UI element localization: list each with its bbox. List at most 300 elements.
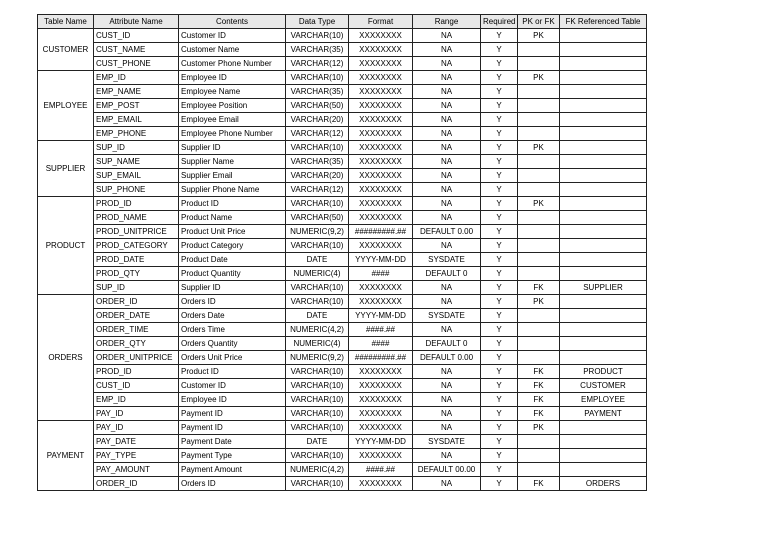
required-cell: Y [481, 337, 518, 351]
range-cell: NA [413, 29, 481, 43]
fk-referenced-table-cell [560, 351, 647, 365]
pk-or-fk-cell [518, 169, 560, 183]
contents-cell: Employee Phone Number [179, 127, 286, 141]
range-cell: NA [413, 449, 481, 463]
attribute-name-cell: PAY_AMOUNT [94, 463, 179, 477]
fk-referenced-table-cell: CUSTOMER [560, 379, 647, 393]
range-cell: NA [413, 421, 481, 435]
pk-or-fk-cell: FK [518, 281, 560, 295]
format-cell: #### [349, 337, 413, 351]
data-type-cell: VARCHAR(35) [286, 43, 349, 57]
data-type-cell: VARCHAR(12) [286, 127, 349, 141]
range-cell: NA [413, 477, 481, 491]
contents-cell: Orders ID [179, 295, 286, 309]
fk-referenced-table-cell [560, 309, 647, 323]
range-cell: NA [413, 323, 481, 337]
fk-referenced-table-cell: ORDERS [560, 477, 647, 491]
table-row [38, 295, 647, 309]
format-cell: XXXXXXXX [349, 141, 413, 155]
range-cell: NA [413, 169, 481, 183]
contents-cell: Orders Quantity [179, 337, 286, 351]
table-name-cell: PAYMENT [38, 421, 94, 491]
required-cell: Y [481, 379, 518, 393]
contents-cell: Supplier ID [179, 141, 286, 155]
data-type-cell: VARCHAR(10) [286, 393, 349, 407]
data-type-cell: VARCHAR(10) [286, 449, 349, 463]
contents-cell: Product Category [179, 239, 286, 253]
table-row [38, 477, 647, 491]
required-cell: Y [481, 155, 518, 169]
contents-cell: Orders ID [179, 477, 286, 491]
attribute-name-cell: PROD_NAME [94, 211, 179, 225]
data-type-cell: VARCHAR(10) [286, 295, 349, 309]
pk-or-fk-cell: PK [518, 71, 560, 85]
attribute-name-cell: PROD_ID [94, 197, 179, 211]
data-type-cell: VARCHAR(10) [286, 477, 349, 491]
contents-cell: Supplier Name [179, 155, 286, 169]
fk-referenced-table-cell [560, 57, 647, 71]
fk-referenced-table-cell: PRODUCT [560, 365, 647, 379]
range-cell: NA [413, 281, 481, 295]
pk-or-fk-cell: FK [518, 477, 560, 491]
table-name-cell: ORDERS [38, 295, 94, 421]
format-cell: XXXXXXXX [349, 211, 413, 225]
required-cell: Y [481, 309, 518, 323]
format-cell: XXXXXXXX [349, 71, 413, 85]
table-row [38, 99, 647, 113]
table-row [38, 253, 647, 267]
fk-referenced-table-cell [560, 421, 647, 435]
contents-cell: Supplier Phone Name [179, 183, 286, 197]
required-cell: Y [481, 267, 518, 281]
fk-referenced-table-cell [560, 183, 647, 197]
data-type-cell: VARCHAR(10) [286, 421, 349, 435]
pk-or-fk-cell [518, 85, 560, 99]
contents-cell: Customer ID [179, 379, 286, 393]
contents-cell: Customer Name [179, 43, 286, 57]
attribute-name-cell: SUP_NAME [94, 155, 179, 169]
format-cell: XXXXXXXX [349, 99, 413, 113]
required-cell: Y [481, 85, 518, 99]
format-cell: #########.## [349, 225, 413, 239]
range-cell: NA [413, 379, 481, 393]
required-cell: Y [481, 43, 518, 57]
data-type-cell: VARCHAR(12) [286, 183, 349, 197]
range-cell: SYSDATE [413, 435, 481, 449]
pk-or-fk-cell [518, 57, 560, 71]
contents-cell: Payment Amount [179, 463, 286, 477]
required-cell: Y [481, 393, 518, 407]
table-header [38, 15, 647, 29]
pk-or-fk-cell [518, 239, 560, 253]
required-cell: Y [481, 127, 518, 141]
pk-or-fk-cell [518, 323, 560, 337]
header-pk-or-fk: PK or FK [518, 15, 560, 29]
required-cell: Y [481, 295, 518, 309]
attribute-name-cell: EMP_EMAIL [94, 113, 179, 127]
required-cell: Y [481, 421, 518, 435]
format-cell: XXXXXXXX [349, 365, 413, 379]
fk-referenced-table-cell [560, 267, 647, 281]
data-type-cell: NUMERIC(9,2) [286, 351, 349, 365]
fk-referenced-table-cell [560, 463, 647, 477]
attribute-name-cell: PROD_ID [94, 365, 179, 379]
format-cell: XXXXXXXX [349, 295, 413, 309]
data-type-cell: VARCHAR(10) [286, 379, 349, 393]
header-format: Format [349, 15, 413, 29]
data-type-cell: VARCHAR(10) [286, 141, 349, 155]
data-type-cell: VARCHAR(12) [286, 57, 349, 71]
format-cell: XXXXXXXX [349, 155, 413, 169]
fk-referenced-table-cell [560, 85, 647, 99]
format-cell: XXXXXXXX [349, 239, 413, 253]
header-required: Required [481, 15, 518, 29]
contents-cell: Employee Email [179, 113, 286, 127]
pk-or-fk-cell: PK [518, 141, 560, 155]
data-type-cell: NUMERIC(4,2) [286, 463, 349, 477]
attribute-name-cell: PAY_DATE [94, 435, 179, 449]
table-row [38, 267, 647, 281]
table-row [38, 365, 647, 379]
required-cell: Y [481, 99, 518, 113]
fk-referenced-table-cell [560, 169, 647, 183]
pk-or-fk-cell [518, 225, 560, 239]
format-cell: XXXXXXXX [349, 407, 413, 421]
data-type-cell: NUMERIC(4) [286, 267, 349, 281]
table-row [38, 421, 647, 435]
attribute-name-cell: PROD_UNITPRICE [94, 225, 179, 239]
range-cell: NA [413, 127, 481, 141]
range-cell: NA [413, 407, 481, 421]
fk-referenced-table-cell [560, 113, 647, 127]
data-type-cell: DATE [286, 253, 349, 267]
data-type-cell: VARCHAR(50) [286, 99, 349, 113]
range-cell: NA [413, 141, 481, 155]
required-cell: Y [481, 323, 518, 337]
contents-cell: Orders Date [179, 309, 286, 323]
data-type-cell: VARCHAR(50) [286, 211, 349, 225]
required-cell: Y [481, 29, 518, 43]
fk-referenced-table-cell [560, 435, 647, 449]
fk-referenced-table-cell [560, 197, 647, 211]
pk-or-fk-cell [518, 43, 560, 57]
attribute-name-cell: PAY_TYPE [94, 449, 179, 463]
format-cell: XXXXXXXX [349, 29, 413, 43]
table-row [38, 407, 647, 421]
format-cell: XXXXXXXX [349, 183, 413, 197]
range-cell: NA [413, 197, 481, 211]
required-cell: Y [481, 169, 518, 183]
fk-referenced-table-cell: EMPLOYEE [560, 393, 647, 407]
data-dictionary-table [37, 14, 647, 491]
contents-cell: Orders Unit Price [179, 351, 286, 365]
required-cell: Y [481, 141, 518, 155]
table-row [38, 225, 647, 239]
contents-cell: Product Date [179, 253, 286, 267]
attribute-name-cell: ORDER_ID [94, 295, 179, 309]
required-cell: Y [481, 463, 518, 477]
header-attribute-name: Attribute Name [94, 15, 179, 29]
range-cell: NA [413, 239, 481, 253]
range-cell: NA [413, 183, 481, 197]
table-name-cell: EMPLOYEE [38, 71, 94, 141]
attribute-name-cell: CUST_ID [94, 379, 179, 393]
format-cell: #########.## [349, 351, 413, 365]
fk-referenced-table-cell [560, 43, 647, 57]
contents-cell: Customer ID [179, 29, 286, 43]
range-cell: SYSDATE [413, 309, 481, 323]
table-name-cell: PRODUCT [38, 197, 94, 295]
format-cell: XXXXXXXX [349, 43, 413, 57]
attribute-name-cell: SUP_EMAIL [94, 169, 179, 183]
pk-or-fk-cell [518, 253, 560, 267]
attribute-name-cell: ORDER_ID [94, 477, 179, 491]
header-data-type: Data Type [286, 15, 349, 29]
data-type-cell: NUMERIC(4) [286, 337, 349, 351]
pk-or-fk-cell: PK [518, 421, 560, 435]
pk-or-fk-cell: FK [518, 407, 560, 421]
table-row [38, 141, 647, 155]
attribute-name-cell: ORDER_TIME [94, 323, 179, 337]
pk-or-fk-cell [518, 309, 560, 323]
format-cell: YYYY-MM-DD [349, 309, 413, 323]
range-cell: NA [413, 295, 481, 309]
pk-or-fk-cell: FK [518, 393, 560, 407]
attribute-name-cell: EMP_ID [94, 71, 179, 85]
fk-referenced-table-cell [560, 295, 647, 309]
table-row [38, 197, 647, 211]
required-cell: Y [481, 183, 518, 197]
required-cell: Y [481, 449, 518, 463]
attribute-name-cell: CUST_NAME [94, 43, 179, 57]
attribute-name-cell: EMP_ID [94, 393, 179, 407]
table-body [38, 29, 647, 491]
table-row [38, 155, 647, 169]
data-type-cell: VARCHAR(10) [286, 407, 349, 421]
data-type-cell: NUMERIC(9,2) [286, 225, 349, 239]
required-cell: Y [481, 197, 518, 211]
pk-or-fk-cell [518, 267, 560, 281]
format-cell: XXXXXXXX [349, 197, 413, 211]
range-cell: NA [413, 57, 481, 71]
data-type-cell: DATE [286, 309, 349, 323]
table-row [38, 323, 647, 337]
required-cell: Y [481, 281, 518, 295]
header-fk-referenced-table: FK Referenced Table [560, 15, 647, 29]
contents-cell: Employee ID [179, 393, 286, 407]
required-cell: Y [481, 211, 518, 225]
range-cell: NA [413, 113, 481, 127]
pk-or-fk-cell [518, 211, 560, 225]
fk-referenced-table-cell [560, 141, 647, 155]
data-type-cell: VARCHAR(20) [286, 169, 349, 183]
format-cell: YYYY-MM-DD [349, 435, 413, 449]
pk-or-fk-cell [518, 351, 560, 365]
required-cell: Y [481, 253, 518, 267]
table-row [38, 281, 647, 295]
required-cell: Y [481, 477, 518, 491]
table-row [38, 183, 647, 197]
fk-referenced-table-cell [560, 253, 647, 267]
contents-cell: Product Name [179, 211, 286, 225]
contents-cell: Payment Date [179, 435, 286, 449]
range-cell: NA [413, 155, 481, 169]
contents-cell: Product ID [179, 365, 286, 379]
format-cell: ####.## [349, 463, 413, 477]
pk-or-fk-cell: PK [518, 295, 560, 309]
table-name-cell: CUSTOMER [38, 29, 94, 71]
contents-cell: Product ID [179, 197, 286, 211]
required-cell: Y [481, 365, 518, 379]
range-cell: SYSDATE [413, 253, 481, 267]
required-cell: Y [481, 57, 518, 71]
header-table-name: Table Name [38, 15, 94, 29]
table-row [38, 85, 647, 99]
table-row [38, 57, 647, 71]
fk-referenced-table-cell: SUPPLIER [560, 281, 647, 295]
contents-cell: Employee Name [179, 85, 286, 99]
table-row [38, 71, 647, 85]
contents-cell: Customer Phone Number [179, 57, 286, 71]
required-cell: Y [481, 435, 518, 449]
fk-referenced-table-cell [560, 211, 647, 225]
required-cell: Y [481, 351, 518, 365]
range-cell: DEFAULT 0 [413, 267, 481, 281]
data-type-cell: VARCHAR(10) [286, 71, 349, 85]
range-cell: NA [413, 211, 481, 225]
pk-or-fk-cell [518, 155, 560, 169]
format-cell: XXXXXXXX [349, 85, 413, 99]
table-row [38, 113, 647, 127]
range-cell: DEFAULT 0 [413, 337, 481, 351]
fk-referenced-table-cell [560, 323, 647, 337]
range-cell: NA [413, 365, 481, 379]
attribute-name-cell: SUP_ID [94, 141, 179, 155]
format-cell: #### [349, 267, 413, 281]
data-type-cell: VARCHAR(35) [286, 85, 349, 99]
contents-cell: Orders Time [179, 323, 286, 337]
range-cell: NA [413, 85, 481, 99]
format-cell: XXXXXXXX [349, 393, 413, 407]
format-cell: XXXXXXXX [349, 281, 413, 295]
format-cell: XXXXXXXX [349, 57, 413, 71]
attribute-name-cell: PROD_DATE [94, 253, 179, 267]
fk-referenced-table-cell: PAYMENT [560, 407, 647, 421]
format-cell: XXXXXXXX [349, 113, 413, 127]
data-type-cell: VARCHAR(20) [286, 113, 349, 127]
attribute-name-cell: ORDER_DATE [94, 309, 179, 323]
fk-referenced-table-cell [560, 225, 647, 239]
format-cell: XXXXXXXX [349, 449, 413, 463]
data-type-cell: VARCHAR(35) [286, 155, 349, 169]
data-type-cell: NUMERIC(4,2) [286, 323, 349, 337]
contents-cell: Supplier Email [179, 169, 286, 183]
contents-cell: Payment Type [179, 449, 286, 463]
table-row [38, 239, 647, 253]
pk-or-fk-cell [518, 127, 560, 141]
attribute-name-cell: ORDER_QTY [94, 337, 179, 351]
table-row [38, 379, 647, 393]
required-cell: Y [481, 239, 518, 253]
table-row [38, 463, 647, 477]
fk-referenced-table-cell [560, 239, 647, 253]
pk-or-fk-cell [518, 449, 560, 463]
fk-referenced-table-cell [560, 337, 647, 351]
format-cell: XXXXXXXX [349, 421, 413, 435]
attribute-name-cell: CUST_ID [94, 29, 179, 43]
format-cell: XXXXXXXX [349, 169, 413, 183]
attribute-name-cell: SUP_PHONE [94, 183, 179, 197]
attribute-name-cell: EMP_POST [94, 99, 179, 113]
format-cell: XXXXXXXX [349, 379, 413, 393]
pk-or-fk-cell [518, 113, 560, 127]
contents-cell: Employee Position [179, 99, 286, 113]
range-cell: DEFAULT 0.00 [413, 351, 481, 365]
table-row [38, 127, 647, 141]
header-contents: Contents [179, 15, 286, 29]
range-cell: NA [413, 71, 481, 85]
attribute-name-cell: SUP_ID [94, 281, 179, 295]
data-type-cell: VARCHAR(10) [286, 197, 349, 211]
table-row [38, 393, 647, 407]
fk-referenced-table-cell [560, 99, 647, 113]
table-row [38, 309, 647, 323]
attribute-name-cell: PAY_ID [94, 407, 179, 421]
format-cell: XXXXXXXX [349, 127, 413, 141]
pk-or-fk-cell [518, 435, 560, 449]
data-type-cell: VARCHAR(10) [286, 281, 349, 295]
required-cell: Y [481, 225, 518, 239]
contents-cell: Product Unit Price [179, 225, 286, 239]
format-cell: YYYY-MM-DD [349, 253, 413, 267]
fk-referenced-table-cell [560, 449, 647, 463]
attribute-name-cell: CUST_PHONE [94, 57, 179, 71]
pk-or-fk-cell [518, 183, 560, 197]
pk-or-fk-cell [518, 463, 560, 477]
table-row [38, 449, 647, 463]
table-row [38, 351, 647, 365]
pk-or-fk-cell: FK [518, 365, 560, 379]
attribute-name-cell: EMP_NAME [94, 85, 179, 99]
range-cell: NA [413, 99, 481, 113]
data-type-cell: VARCHAR(10) [286, 239, 349, 253]
format-cell: XXXXXXXX [349, 477, 413, 491]
required-cell: Y [481, 71, 518, 85]
range-cell: DEFAULT 00.00 [413, 463, 481, 477]
data-type-cell: VARCHAR(10) [286, 365, 349, 379]
table-row [38, 435, 647, 449]
table-row [38, 43, 647, 57]
contents-cell: Payment ID [179, 421, 286, 435]
data-type-cell: DATE [286, 435, 349, 449]
range-cell: DEFAULT 0.00 [413, 225, 481, 239]
fk-referenced-table-cell [560, 155, 647, 169]
required-cell: Y [481, 113, 518, 127]
attribute-name-cell: PROD_QTY [94, 267, 179, 281]
data-type-cell: VARCHAR(10) [286, 29, 349, 43]
fk-referenced-table-cell [560, 71, 647, 85]
required-cell: Y [481, 407, 518, 421]
pk-or-fk-cell: PK [518, 197, 560, 211]
header-range: Range [413, 15, 481, 29]
range-cell: NA [413, 43, 481, 57]
contents-cell: Product Quantity [179, 267, 286, 281]
contents-cell: Employee ID [179, 71, 286, 85]
header-row [38, 15, 647, 29]
attribute-name-cell: PAY_ID [94, 421, 179, 435]
table-name-cell: SUPPLIER [38, 141, 94, 197]
table-row [38, 337, 647, 351]
